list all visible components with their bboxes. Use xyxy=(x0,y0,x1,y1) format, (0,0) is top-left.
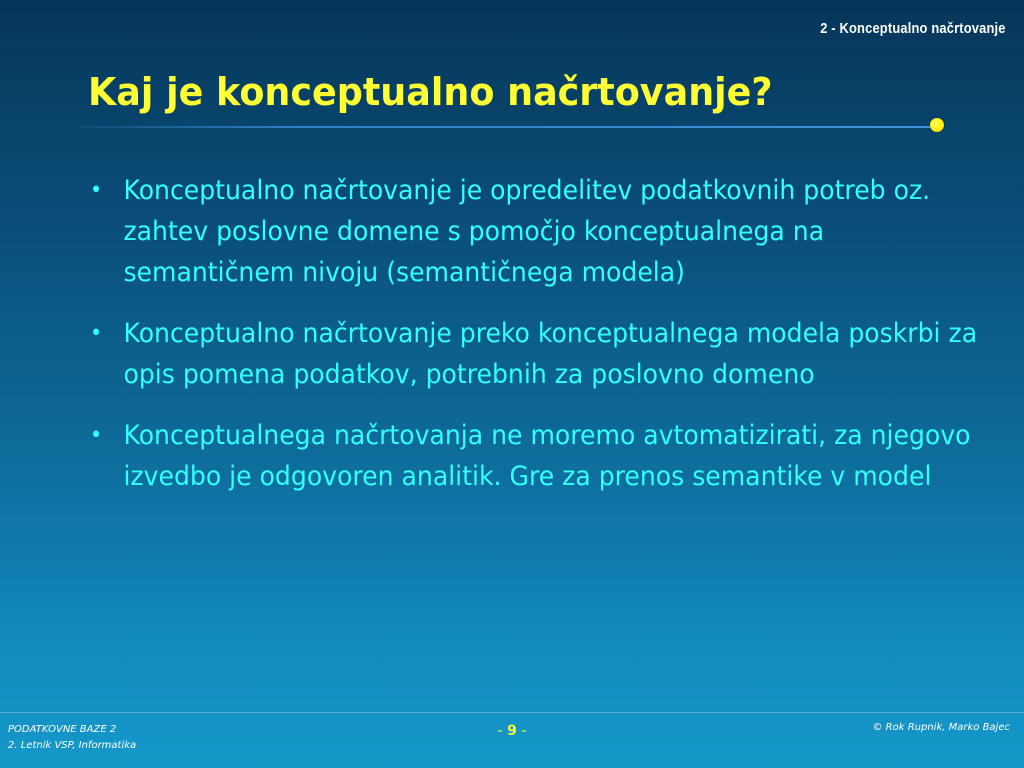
bullet-item-3 xyxy=(90,415,979,497)
copyright-text: © Rok Rupnik, Marko Bajec xyxy=(872,722,1010,733)
title-divider xyxy=(78,126,936,128)
page-suffix: - xyxy=(516,723,527,739)
bullet-text: Konceptualnega načrtovanja ne moremo avtomatizirati, za njegovo izvedbo je odgovoren analitik. Gre za prenos semantike v model xyxy=(123,420,971,492)
course-title: PODATKOVNE BAZE 2 xyxy=(8,724,117,735)
footer-divider xyxy=(0,712,1024,713)
bullet-dot-icon: • xyxy=(90,423,103,448)
page-indicator xyxy=(0,723,1024,739)
bullet-text: Konceptualno načrtovanje je opredelitev podatkovnih potreb oz. zahtev poslovne domene s pomočjo konceptualnega na semantičnem nivoju (semantičnega modela) xyxy=(123,175,931,288)
bullet-item-2 xyxy=(90,313,979,395)
section-label: 2 - Konceptualno načrtovanje xyxy=(820,20,1006,37)
page-prefix: - xyxy=(497,723,508,739)
bullet-dot-icon: • xyxy=(90,178,103,203)
page-number: 9 xyxy=(507,723,517,739)
divider-dot-icon xyxy=(930,118,944,132)
bullet-text: Konceptualno načrtovanje preko konceptualnega modela poskrbi za opis pomena podatkov, potrebnih za poslovno domeno xyxy=(123,318,978,390)
bullet-list xyxy=(90,170,978,517)
course-subtitle: 2. Letnik VSP, Informatika xyxy=(8,740,137,751)
slide-title: Kaj je konceptualno načrtovanje? xyxy=(88,70,773,114)
bullet-dot-icon: • xyxy=(90,321,103,346)
bullet-item-1 xyxy=(90,170,979,293)
